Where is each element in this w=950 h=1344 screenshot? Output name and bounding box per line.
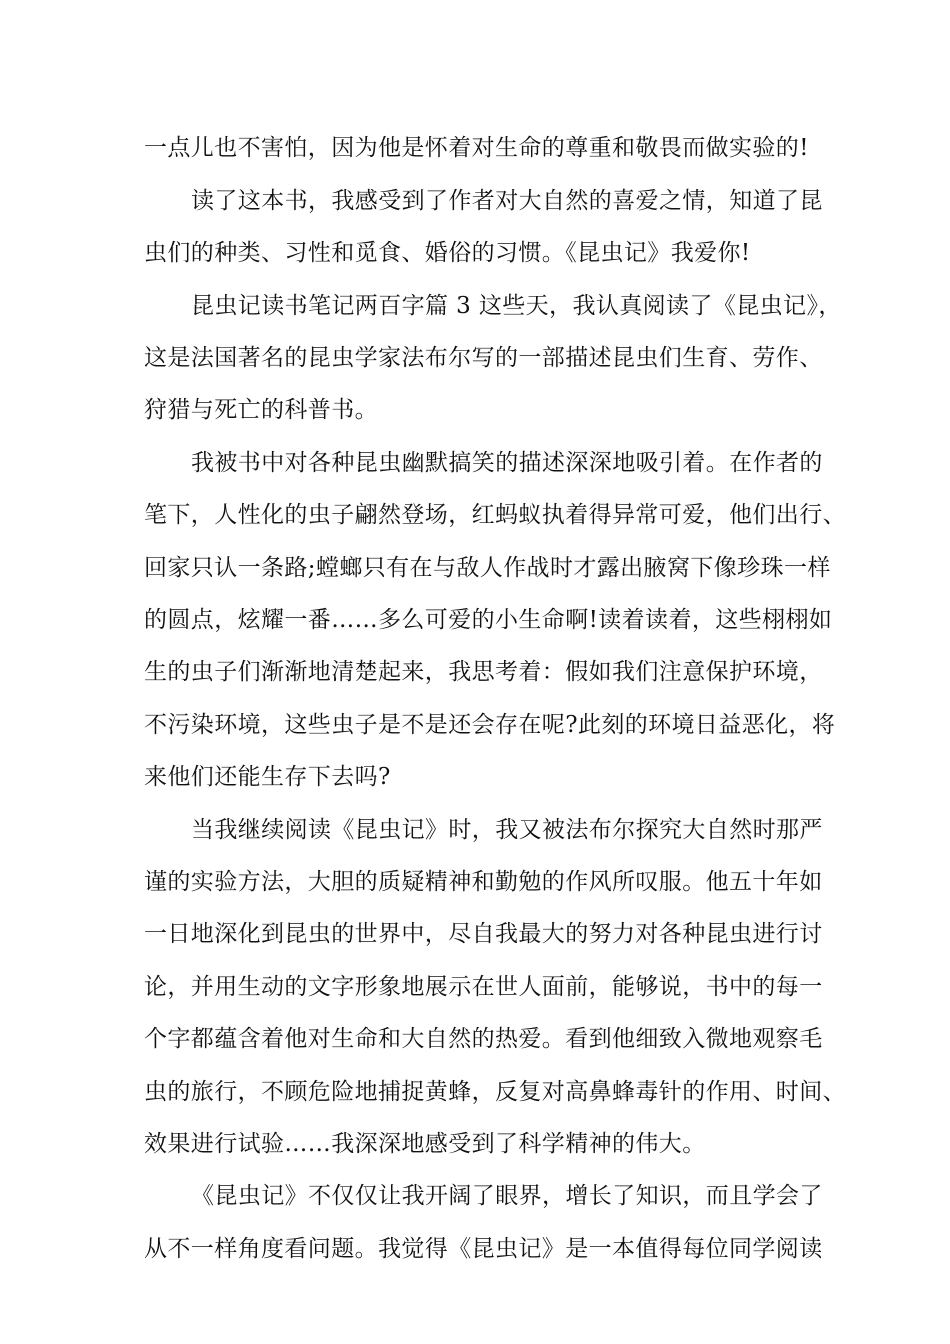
- text-line: 个字都蕴含着他对生命和大自然的热爱。看到他细致入微地观察毛: [144, 1026, 823, 1052]
- text-line: 效果进行试验……我深深地感受到了科学精神的伟大。: [144, 1131, 706, 1157]
- paragraph-first-line: 读了这本书，我感受到了作者对大自然的喜爱之情，知道了昆: [191, 188, 823, 214]
- text-line: 虫们的种类、习性和觅食、婚俗的习惯。《昆虫记》我爱你!: [144, 240, 751, 266]
- text-line: 不污染环境，这些虫子是不是还会存在呢?此刻的环境日益恶化，将: [144, 712, 836, 738]
- paragraph-first-line: 当我继续阅读《昆虫记》时，我又被法布尔探究大自然时那严: [191, 817, 823, 843]
- text-line: 的圆点，炫耀一番……多么可爱的小生命啊!读着读着，这些栩栩如: [144, 607, 833, 633]
- text-line: 生的虫子们渐渐地清楚起来，我思考着：假如我们注意保护环境，: [144, 659, 823, 685]
- text-line: 从不一样角度看问题。我觉得《昆虫记》是一本值得每位同学阅读: [144, 1236, 823, 1262]
- text-line: 虫的旅行，不顾危险地捕捉黄蜂，反复对高鼻蜂毒针的作用、时间、: [144, 1079, 846, 1105]
- paragraph-first-line: 《昆虫记》不仅仅让我开阔了眼界，增长了知识，而且学会了: [191, 1183, 823, 1209]
- text-line: 笔下，人性化的虫子翩然登场，红蚂蚁执着得异常可爱，他们出行、: [144, 502, 846, 528]
- text-line: 论，并用生动的文字形象地展示在世人面前，能够说，书中的每一: [144, 974, 823, 1000]
- paragraph-first-line: 我被书中对各种昆虫幽默搞笑的描述深深地吸引着。在作者的: [191, 450, 823, 476]
- text-line: 谨的实验方法，大胆的质疑精神和勤勉的作风所叹服。他五十年如: [144, 869, 823, 895]
- text-line: 来他们还能生存下去吗?: [144, 764, 391, 790]
- paragraph-first-line: 昆虫记读书笔记两百字篇 3 这些天，我认真阅读了《昆虫记》，: [191, 293, 842, 319]
- text-line: 一日地深化到昆虫的世界中，尽自我最大的努力对各种昆虫进行讨: [144, 921, 823, 947]
- text-line: 回家只认一条路;螳螂只有在与敌人作战时才露出腋窝下像珍珠一样: [144, 555, 831, 581]
- text-line: 狩猎与死亡的科普书。: [144, 397, 378, 423]
- text-line: 一点儿也不害怕，因为他是怀着对生命的尊重和敬畏而做实验的!: [144, 135, 809, 161]
- text-line: 这是法国著名的昆虫学家法布尔写的一部描述昆虫们生育、劳作、: [144, 345, 823, 371]
